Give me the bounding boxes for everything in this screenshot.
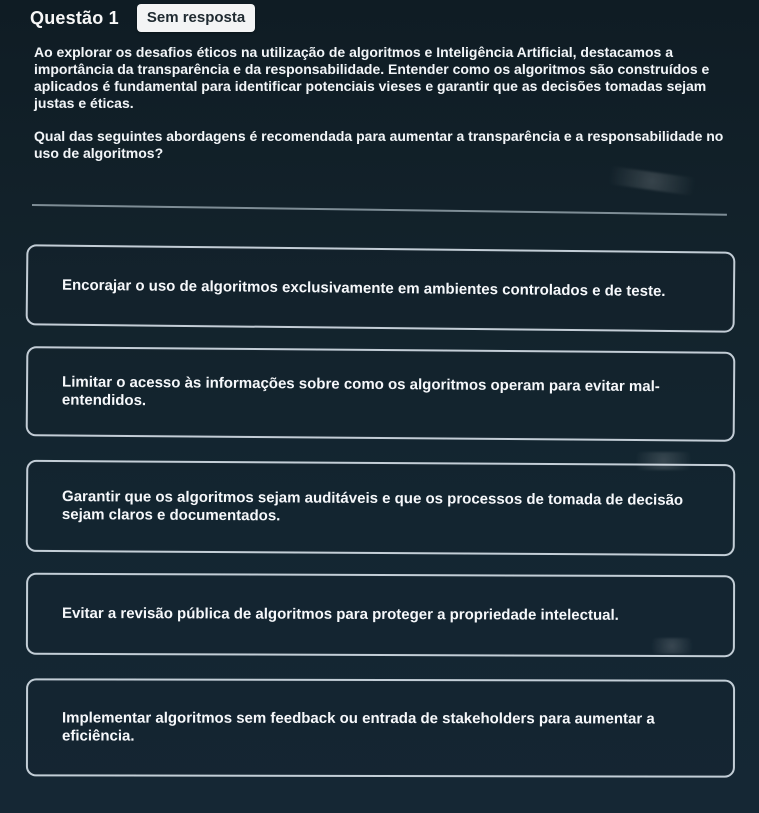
question-prompt: Qual das seguintes abordagens é recomendada para aumentar a transparência e a responsabilidade no uso de algoritmos? (34, 128, 724, 161)
answer-option-5-text: Implementar algoritmos sem feedback ou entrada de stakeholders para aumentar a eficiência. (61, 709, 655, 745)
answer-option-2[interactable] (26, 346, 736, 442)
screen-glare-top (609, 166, 695, 196)
answer-option-4[interactable] (26, 573, 735, 657)
answer-option-5[interactable] (26, 678, 735, 777)
answer-option-1[interactable] (26, 244, 736, 332)
answer-option-1-text: Encorajar o uso de algoritmos exclusivamente em ambientes controlados e de teste. (61, 276, 666, 300)
answer-option-2-text: Limitar o acesso às informações sobre como os algoritmos operam para evitar mal-entendidos. (61, 373, 660, 410)
answer-option-3-text: Garantir que os algoritmos sejam auditáveis e que os processos de tomada de decisão sejam claros e documentados. (61, 488, 684, 525)
question-header (30, 4, 255, 32)
question-label: Questão 1 (30, 7, 119, 28)
section-divider (32, 204, 727, 216)
answer-option-4-text: Evitar a revisão pública de algoritmos para proteger a propriedade intelectual. (61, 604, 619, 624)
answer-option-3[interactable] (26, 460, 736, 556)
answer-options (26, 248, 735, 796)
status-badge: Sem resposta (137, 4, 255, 32)
question-intro: Ao explorar os desafios éticos na utilização de algoritmos e Inteligência Artificial, destacamos a importância da transparência e da responsabilidade. Entender como os algoritmos são construídos e aplicados é fundamental para identificar potenciais vieses e garantir que as decisões tomadas sejam justas e éticas. (34, 44, 710, 111)
